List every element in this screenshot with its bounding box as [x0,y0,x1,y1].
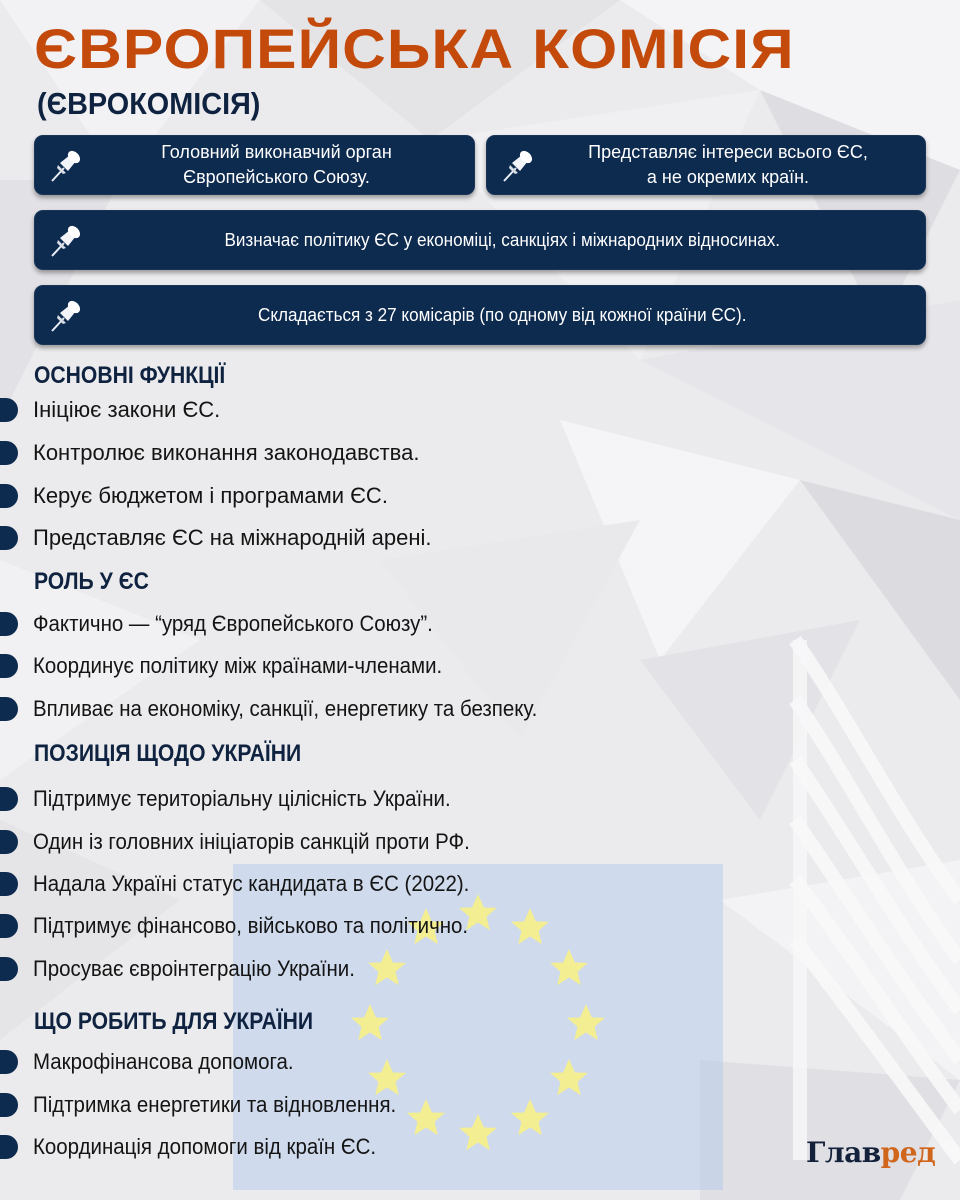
bullet-icon [0,957,18,981]
section-title-ukraine-position: ПОЗИЦІЯ ЩОДО УКРАЇНИ [34,740,302,767]
glavred-logo: Главред [806,1136,936,1169]
section-title-functions: ОСНОВНІ ФУНКЦІЇ [34,362,226,389]
list-item: Фактично — “уряд Європейського Союзу”. [0,608,463,640]
list-item: Підтримує фінансово, військово та політично. [0,910,501,942]
info-card [34,135,475,195]
list-item: Просуває євроінтеграцію України. [0,953,379,985]
list-item: Макрофінансова допомога. [0,1046,313,1078]
bullet-icon [0,914,18,938]
list-item: Ініціює закони ЄС. [0,394,220,426]
list-item: Впливає на економіку, санкції, енергетику та безпеку. [0,693,575,725]
card-text-line: Визначає політику ЄС у економіці, санкціях і міжнародних відносинах. [224,229,781,250]
bullet-icon [0,398,18,422]
bullet-icon [0,1050,18,1074]
bullet-icon [0,830,18,854]
bullet-icon [0,872,18,896]
list-item: Координує політику між країнами-членами. [0,650,473,682]
bullet-icon [0,787,18,811]
info-card [34,285,926,345]
list-item: Координація допомоги від країн ЄС. [0,1131,402,1163]
card-text-line: Складається з 27 комісарів (по одному від кожної країни ЄС). [258,304,747,325]
page-title: ЄВРОПЕЙСЬКА КОМІСІЯ [34,17,795,80]
page-subtitle: (ЄВРОКОМІСІЯ) [37,86,261,121]
bullet-icon [0,1135,18,1159]
card-text-line: Представляє інтереси всього ЄС, [588,142,868,162]
card-text-line: а не окремих країн. [646,167,810,187]
info-card [486,135,926,195]
card-text-line: Європейського Союзу. [183,167,370,187]
bullet-icon [0,654,18,678]
card-text-line: Головний виконавчий орган [161,142,392,162]
list-item: Підтримка енергетики та відновлення. [0,1089,424,1121]
info-card [34,210,926,270]
list-item: Один із головних ініціаторів санкцій проти РФ. [0,826,503,858]
list-item: Підтримує територіальну цілісність України. [0,783,482,815]
bullet-icon [0,697,18,721]
pushpin-icon [44,293,88,337]
list-item: Контролює виконання законодавства. [0,437,419,469]
bullet-icon [0,526,18,550]
bullet-icon [0,1093,18,1117]
bullet-icon [0,484,18,508]
section-title-ukraine-help: ЩО РОБИТЬ ДЛЯ УКРАЇНИ [34,1008,314,1035]
pushpin-icon [496,143,540,187]
pushpin-icon [44,143,88,187]
list-item: Представляє ЄС на міжнародній арені. [0,522,432,554]
section-title-role: РОЛЬ У ЄС [34,568,149,595]
list-item: Надала Україні статус кандидата в ЄС (2022). [0,868,502,900]
list-item: Керує бюджетом і програмами ЄС. [0,480,388,512]
bullet-icon [0,441,18,465]
pushpin-icon [44,218,88,262]
bullet-icon [0,612,18,636]
